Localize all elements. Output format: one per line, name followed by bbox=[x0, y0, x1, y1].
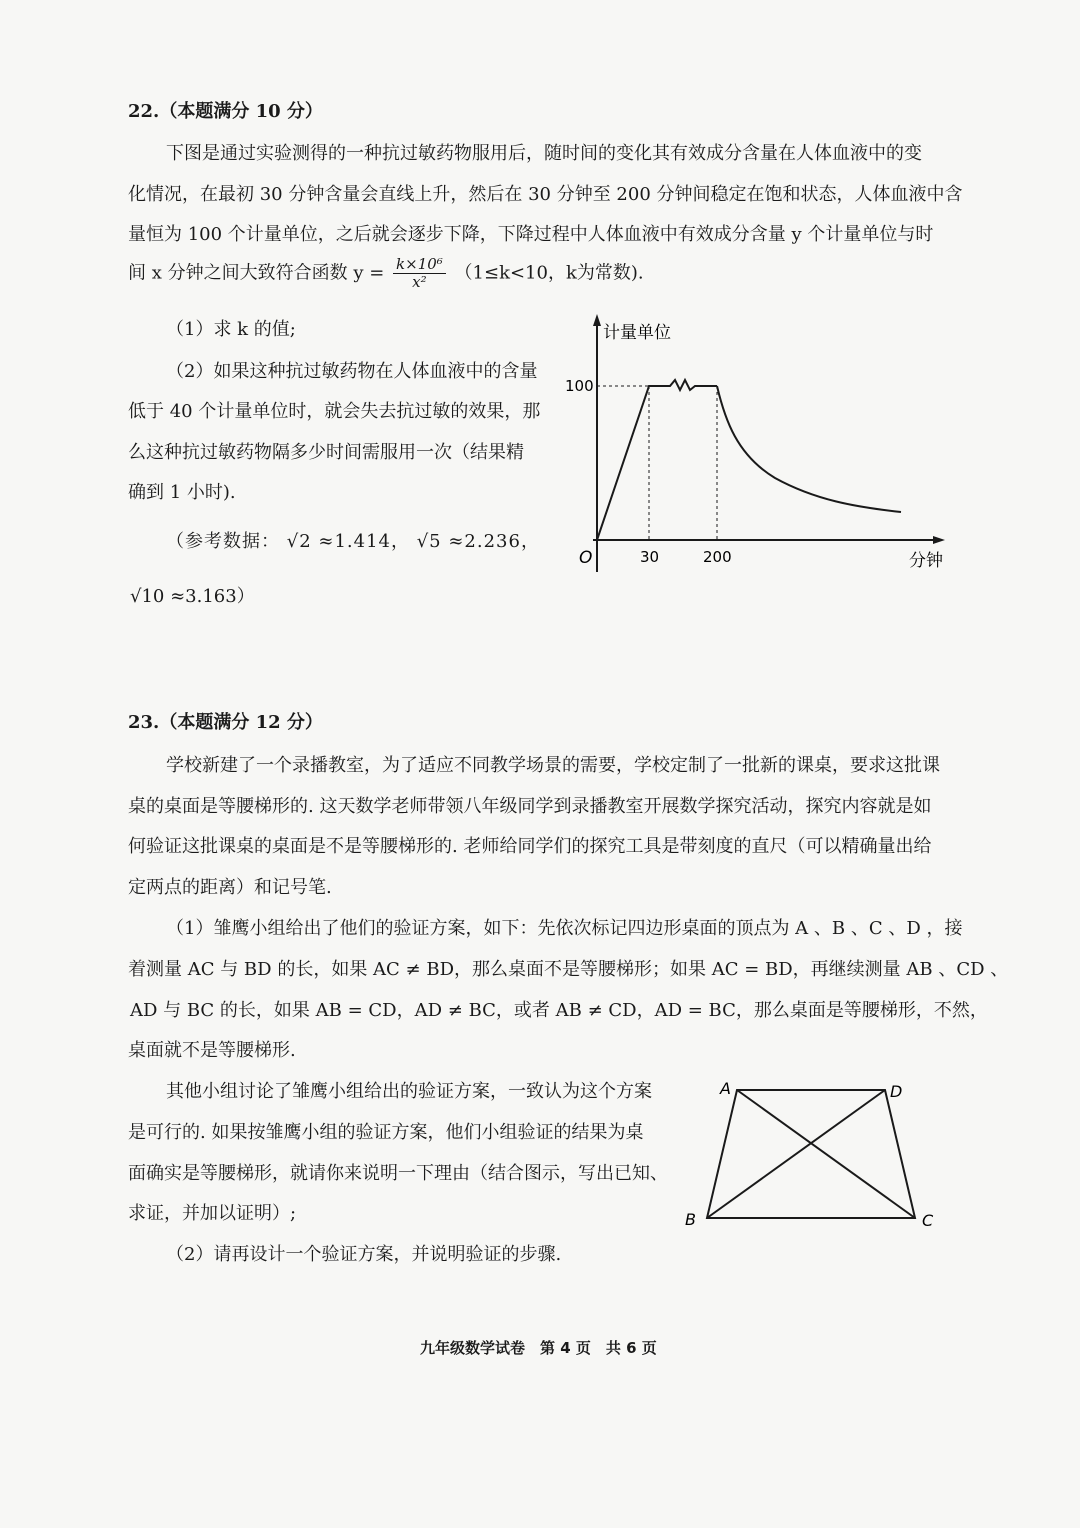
x-tick-30: 30 bbox=[640, 548, 660, 566]
vertex-label-b: B bbox=[685, 1210, 696, 1229]
q23-heading: 23.（本题满分 12 分） bbox=[128, 712, 323, 733]
concentration-decline-curve bbox=[717, 386, 901, 512]
formula-suffix: （1≤k<10，k为常数). bbox=[454, 262, 644, 284]
q22-part1: （1）求 k 的值; bbox=[166, 319, 296, 340]
q23-part1-line-1: （1）雏鹰小组给出了他们的验证方案，如下：先依次标记四边形桌面的顶点为 A 、B 、C 、D ，接 bbox=[166, 918, 963, 939]
q22-part2-line-2: 低于 40 个计量单位时，就会失去抗过敏的效果，那 bbox=[128, 401, 541, 422]
q23-part2: （2）请再设计一个验证方案，并说明验证的步骤. bbox=[166, 1244, 562, 1265]
q22-intro-line-1: 下图是通过实验测得的一种抗过敏药物服用后，随时间的变化其有效成分含量在人体血液中的变 bbox=[166, 143, 922, 164]
q22-part2-line-3: 么这种抗过敏药物隔多少时间需服用一次（结果精 bbox=[128, 442, 524, 463]
y-tick-100: 100 bbox=[565, 377, 594, 395]
formula-fraction bbox=[393, 256, 446, 291]
q22-intro-line-2: 化情况，在最初 30 分钟含量会直线上升，然后在 30 分钟至 200 分钟间稳定在饱和状态，人体血液中含 bbox=[128, 184, 963, 205]
q23-part1-line-3: AD 与 BC 的长，如果 AB = CD，AD ≠ BC，或者 AB ≠ CD，AD = BC，那么桌面是等腰梯形，不然， bbox=[130, 1000, 988, 1021]
q22-part2-line-1: （2）如果这种抗过敏药物在人体血液中的含量 bbox=[166, 361, 538, 382]
q23-intro-line-1: 学校新建了一个录播教室，为了适应不同教学场景的需要，学校定制了一批新的课桌，要求这批课 bbox=[166, 755, 940, 776]
vertex-label-d: D bbox=[890, 1082, 903, 1101]
origin-label: O bbox=[579, 548, 593, 568]
q22-reference-data-2: √10 ≈3.163） bbox=[130, 586, 255, 607]
formula-numerator: k×10⁶ bbox=[393, 256, 446, 274]
trapezoid-abcd bbox=[707, 1090, 915, 1218]
concentration-rise-plateau bbox=[597, 380, 717, 540]
q22-part2-line-4: 确到 1 小时). bbox=[128, 482, 236, 503]
x-tick-200: 200 bbox=[703, 548, 732, 566]
x-axis-label: 分钟 bbox=[909, 551, 943, 571]
q23-intro-line-3: 何验证这批课桌的桌面是不是等腰梯形的. 老师给同学们的探究工具是带刻度的直尺（可以精确量出给 bbox=[128, 836, 932, 857]
q23-part1-line-2: 着测量 AC 与 BD 的长，如果 AC ≠ BD，那么桌面不是等腰梯形；如果 AC = BD，再继续测量 AB 、CD 、 bbox=[128, 959, 1009, 980]
q23-discussion-line-3: 面确实是等腰梯形，就请你来说明一下理由（结合图示，写出已知、 bbox=[128, 1163, 668, 1184]
formula-prefix: 间 x 分钟之间大致符合函数 y = bbox=[128, 262, 385, 284]
diagonal-bd bbox=[707, 1090, 885, 1218]
q22-heading: 22.（本题满分 10 分） bbox=[128, 101, 323, 122]
q23-part1-line-4: 桌面就不是等腰梯形. bbox=[128, 1040, 296, 1061]
page-footer: 九年级数学试卷 第 4 页 共 6 页 bbox=[420, 1339, 657, 1357]
q22-concentration-graph bbox=[555, 310, 955, 580]
formula-denominator: x² bbox=[412, 273, 427, 291]
q22-formula-line bbox=[128, 256, 644, 291]
vertex-label-a: A bbox=[720, 1079, 731, 1098]
q23-discussion-line-4: 求证，并加以证明）; bbox=[128, 1203, 297, 1224]
q22-intro-line-3: 量恒为 100 个计量单位，之后就会逐步下降，下降过程中人体血液中有效成分含量 y 个计量单位与时 bbox=[128, 224, 934, 245]
q23-discussion-line-2: 是可行的. 如果按雏鹰小组的验证方案，他们小组验证的结果为桌 bbox=[128, 1122, 644, 1143]
x-axis-arrow bbox=[933, 536, 945, 544]
q23-intro-line-4: 定两点的距离）和记号笔. bbox=[128, 877, 332, 898]
q23-intro-line-2: 桌的桌面是等腰梯形的. 这天数学老师带领八年级同学到录播教室开展数学探究活动，探究内容就是如 bbox=[128, 796, 932, 817]
q22-reference-data-1: （参考数据： √2 ≈1.414， √5 ≈2.236， bbox=[166, 531, 540, 552]
q23-discussion-line-1: 其他小组讨论了雏鹰小组给出的验证方案，一致认为这个方案 bbox=[166, 1081, 652, 1102]
y-axis-arrow bbox=[593, 314, 601, 326]
y-axis-label: 计量单位 bbox=[603, 323, 671, 343]
vertex-label-c: C bbox=[922, 1211, 934, 1230]
diagonal-ac bbox=[737, 1090, 915, 1218]
q23-trapezoid-figure bbox=[680, 1070, 950, 1240]
